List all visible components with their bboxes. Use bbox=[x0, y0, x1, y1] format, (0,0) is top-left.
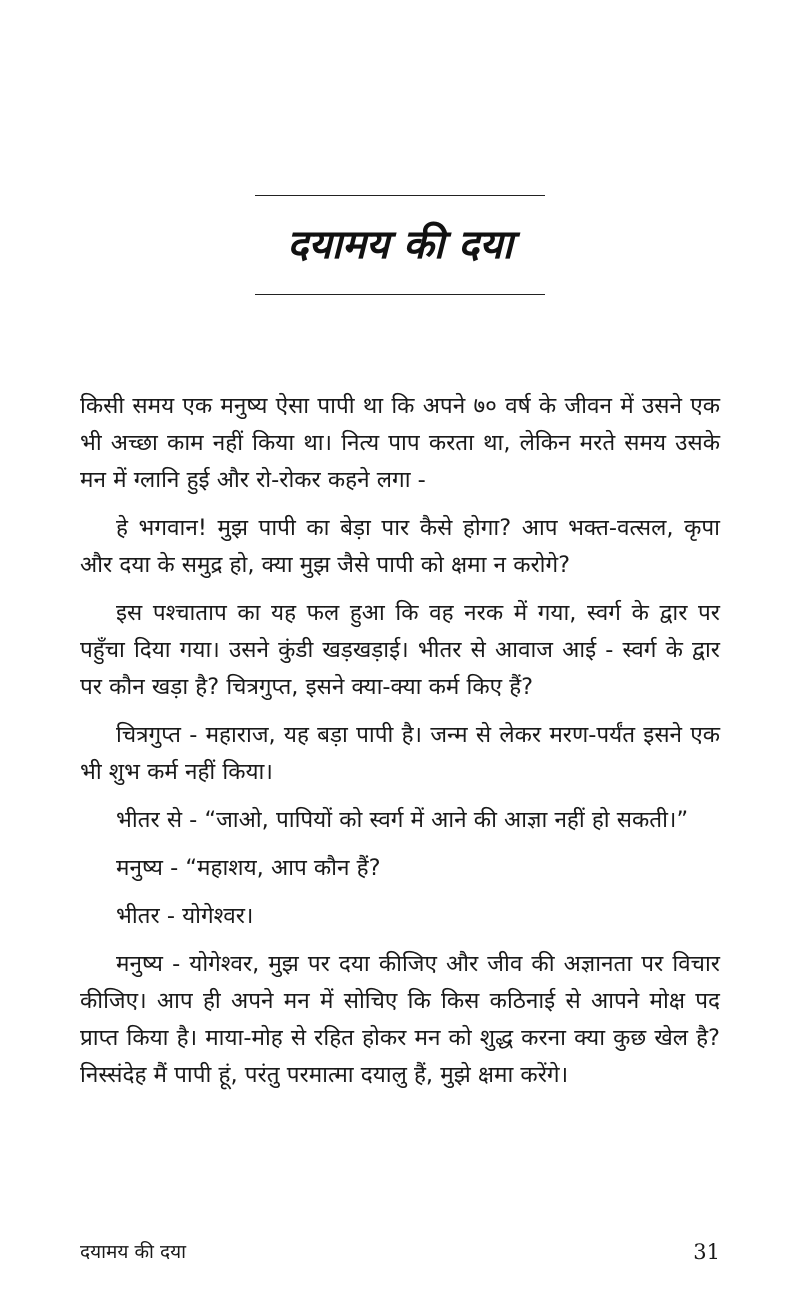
paragraph: मनुष्य - “महाशय, आप कौन हैं? bbox=[116, 855, 381, 881]
paragraph: भीतर - योगेश्वर। bbox=[116, 903, 254, 929]
page-number: 31 bbox=[693, 1240, 720, 1264]
running-title: दयामय की दया bbox=[80, 1241, 187, 1263]
paragraph: इस पश्चाताप का यह फल हुआ कि वह नरक में गया, स्वर्ग के द्वार पर पहुँचा दिया गया। उसने कुंडी खड़खड़ाई। भीतर से आवाज आई - स्वर्ग के द्वार पर कौन खड़ा है? चित्रगुप्त, इसने क्या-क्या कर्म किए हैं? bbox=[80, 600, 720, 700]
page-footer bbox=[80, 1237, 720, 1267]
chapter-title: दयामय की दया bbox=[287, 221, 513, 268]
paragraph: किसी समय एक मनुष्य ऐसा पापी था कि अपने ७० वर्ष के जीवन में उसने एक भी अच्छा काम नहीं किया था। नित्य पाप करता था, लेकिन मरते समय उसके मन में ग्लानि हुई और रो-रोकर कहने लगा - bbox=[80, 393, 720, 493]
paragraph: मनुष्य - योगेश्वर, मुझ पर दया कीजिए और जीव की अज्ञानता पर विचार कीजिए। आप ही अपने मन में सोचिए कि किस कठिनाई से आपने मोक्ष पद प्राप्त किया है। माया-मोह से रहित होकर मन को शुद्ध करना क्या कुछ खेल है? निस्संदेह मैं पापी हूं, परंतु परमात्मा दयालु हैं, मुझे क्षमा करेंगे। bbox=[80, 951, 720, 1088]
paragraph: चित्रगुप्त - महाराज, यह बड़ा पापी है। जन्म से लेकर मरण-पर्यंत इसने एक भी शुभ कर्म नहीं किया। bbox=[80, 722, 720, 785]
paragraph: हे भगवान! मुझ पापी का बेड़ा पार कैसे होगा? आप भक्त-वत्सल, कृपा और दया के समुद्र हो, क्या मुझ जैसे पापी को क्षमा न करोगे? bbox=[80, 515, 720, 578]
title-rule-top bbox=[255, 195, 545, 196]
title-rule-bottom bbox=[255, 294, 545, 295]
chapter-body bbox=[80, 388, 720, 1105]
paragraph: भीतर से - “जाओ, पापियों को स्वर्ग में आने की आज्ञा नहीं हो सकती।” bbox=[116, 807, 689, 833]
